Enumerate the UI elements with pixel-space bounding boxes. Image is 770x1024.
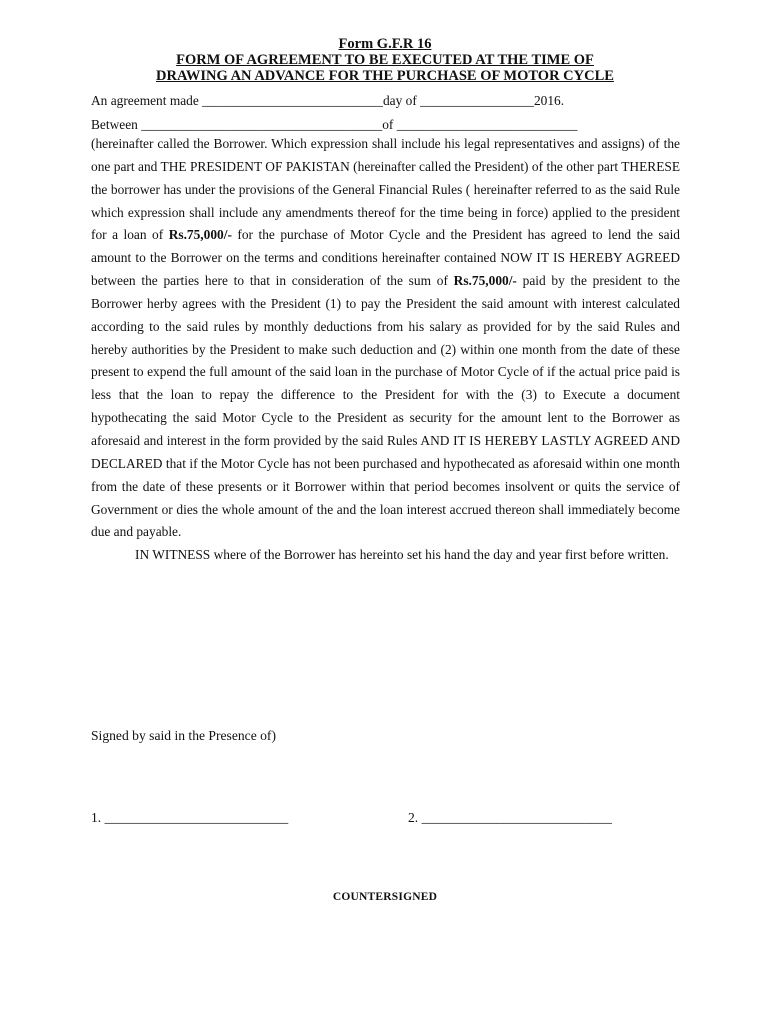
title-line-1: FORM OF AGREEMENT TO BE EXECUTED AT THE TIME OF bbox=[176, 52, 594, 68]
paragraph-part-1: (hereinafter called the Borrower. Which expression shall include his legal representatives and assigns) of the one part and THE PRESIDENT OF PAKISTAN (hereinafter called the President) of the other part THERESE the borrower has under the provisions of the General Financial Rules ( hereinafter referred to as the said Rule which expression shall include any amendments thereof for the time being in force) applied to the president for a loan of bbox=[91, 136, 680, 243]
agreement-body bbox=[91, 133, 680, 567]
witness-1-line: 1. ___________________________ bbox=[91, 810, 289, 825]
witness-paragraph: IN WITNESS where of the Borrower has hereinto set his hand the day and year first before written. bbox=[135, 547, 669, 563]
countersigned-label: COUNTERSIGNED bbox=[332, 891, 438, 903]
paragraph-part-2: for the purchase of Motor Cycle and the President has agreed to lend the said amount to the Borrower on the terms and conditions hereinafter contained NOW IT IS HEREBY AGREED between the parties here to that in consideration of the sum of bbox=[91, 227, 680, 289]
form-number: Form G.F.R 16 bbox=[338, 36, 432, 52]
witness-2-line: 2. ____________________________ bbox=[408, 810, 612, 825]
document-header bbox=[0, 36, 770, 84]
between-line: Between ____________________________________of ___________________________ bbox=[91, 117, 578, 132]
agreement-date-line: An agreement made ___________________________day of _________________2016. bbox=[91, 93, 565, 108]
signed-in-presence: Signed by said in the Presence of) bbox=[91, 728, 276, 743]
title-line-2: DRAWING AN ADVANCE FOR THE PURCHASE OF MOTOR CYCLE bbox=[156, 68, 614, 84]
agreement-paragraph bbox=[91, 133, 680, 544]
loan-amount-1: Rs.75,000/- bbox=[168, 227, 232, 243]
paragraph-part-3: paid by the president to the Borrower herby agrees with the President (1) to pay the President the said amount with interest calculated according to the said rules by monthly deductions from his salary as provided for by the said Rules and hereby authorities by the President to make such deduction and (2) within one month from the date of these present to expend the full amount of the said loan in the purchase of Motor Cycle of if the actual price paid is less that the loan to repay the difference to the President for with the (3) to Execute a document hypothecating the said Motor Cycle to the President as security for the amount lent to the Borrower as aforesaid and interest in the form provided by the said Rules AND IT IS HEREBY LASTLY AGREED AND DECLARED that if the Motor Cycle has not been purchased and hypothecated as aforesaid within one month from the date of these presents or it Borrower within that period becomes insolvent or quits the service of Government or dies the whole amount of the and the loan interest accrued thereon shall immediately become due and payable. bbox=[91, 273, 681, 540]
loan-amount-2: Rs.75,000/- bbox=[453, 273, 517, 289]
